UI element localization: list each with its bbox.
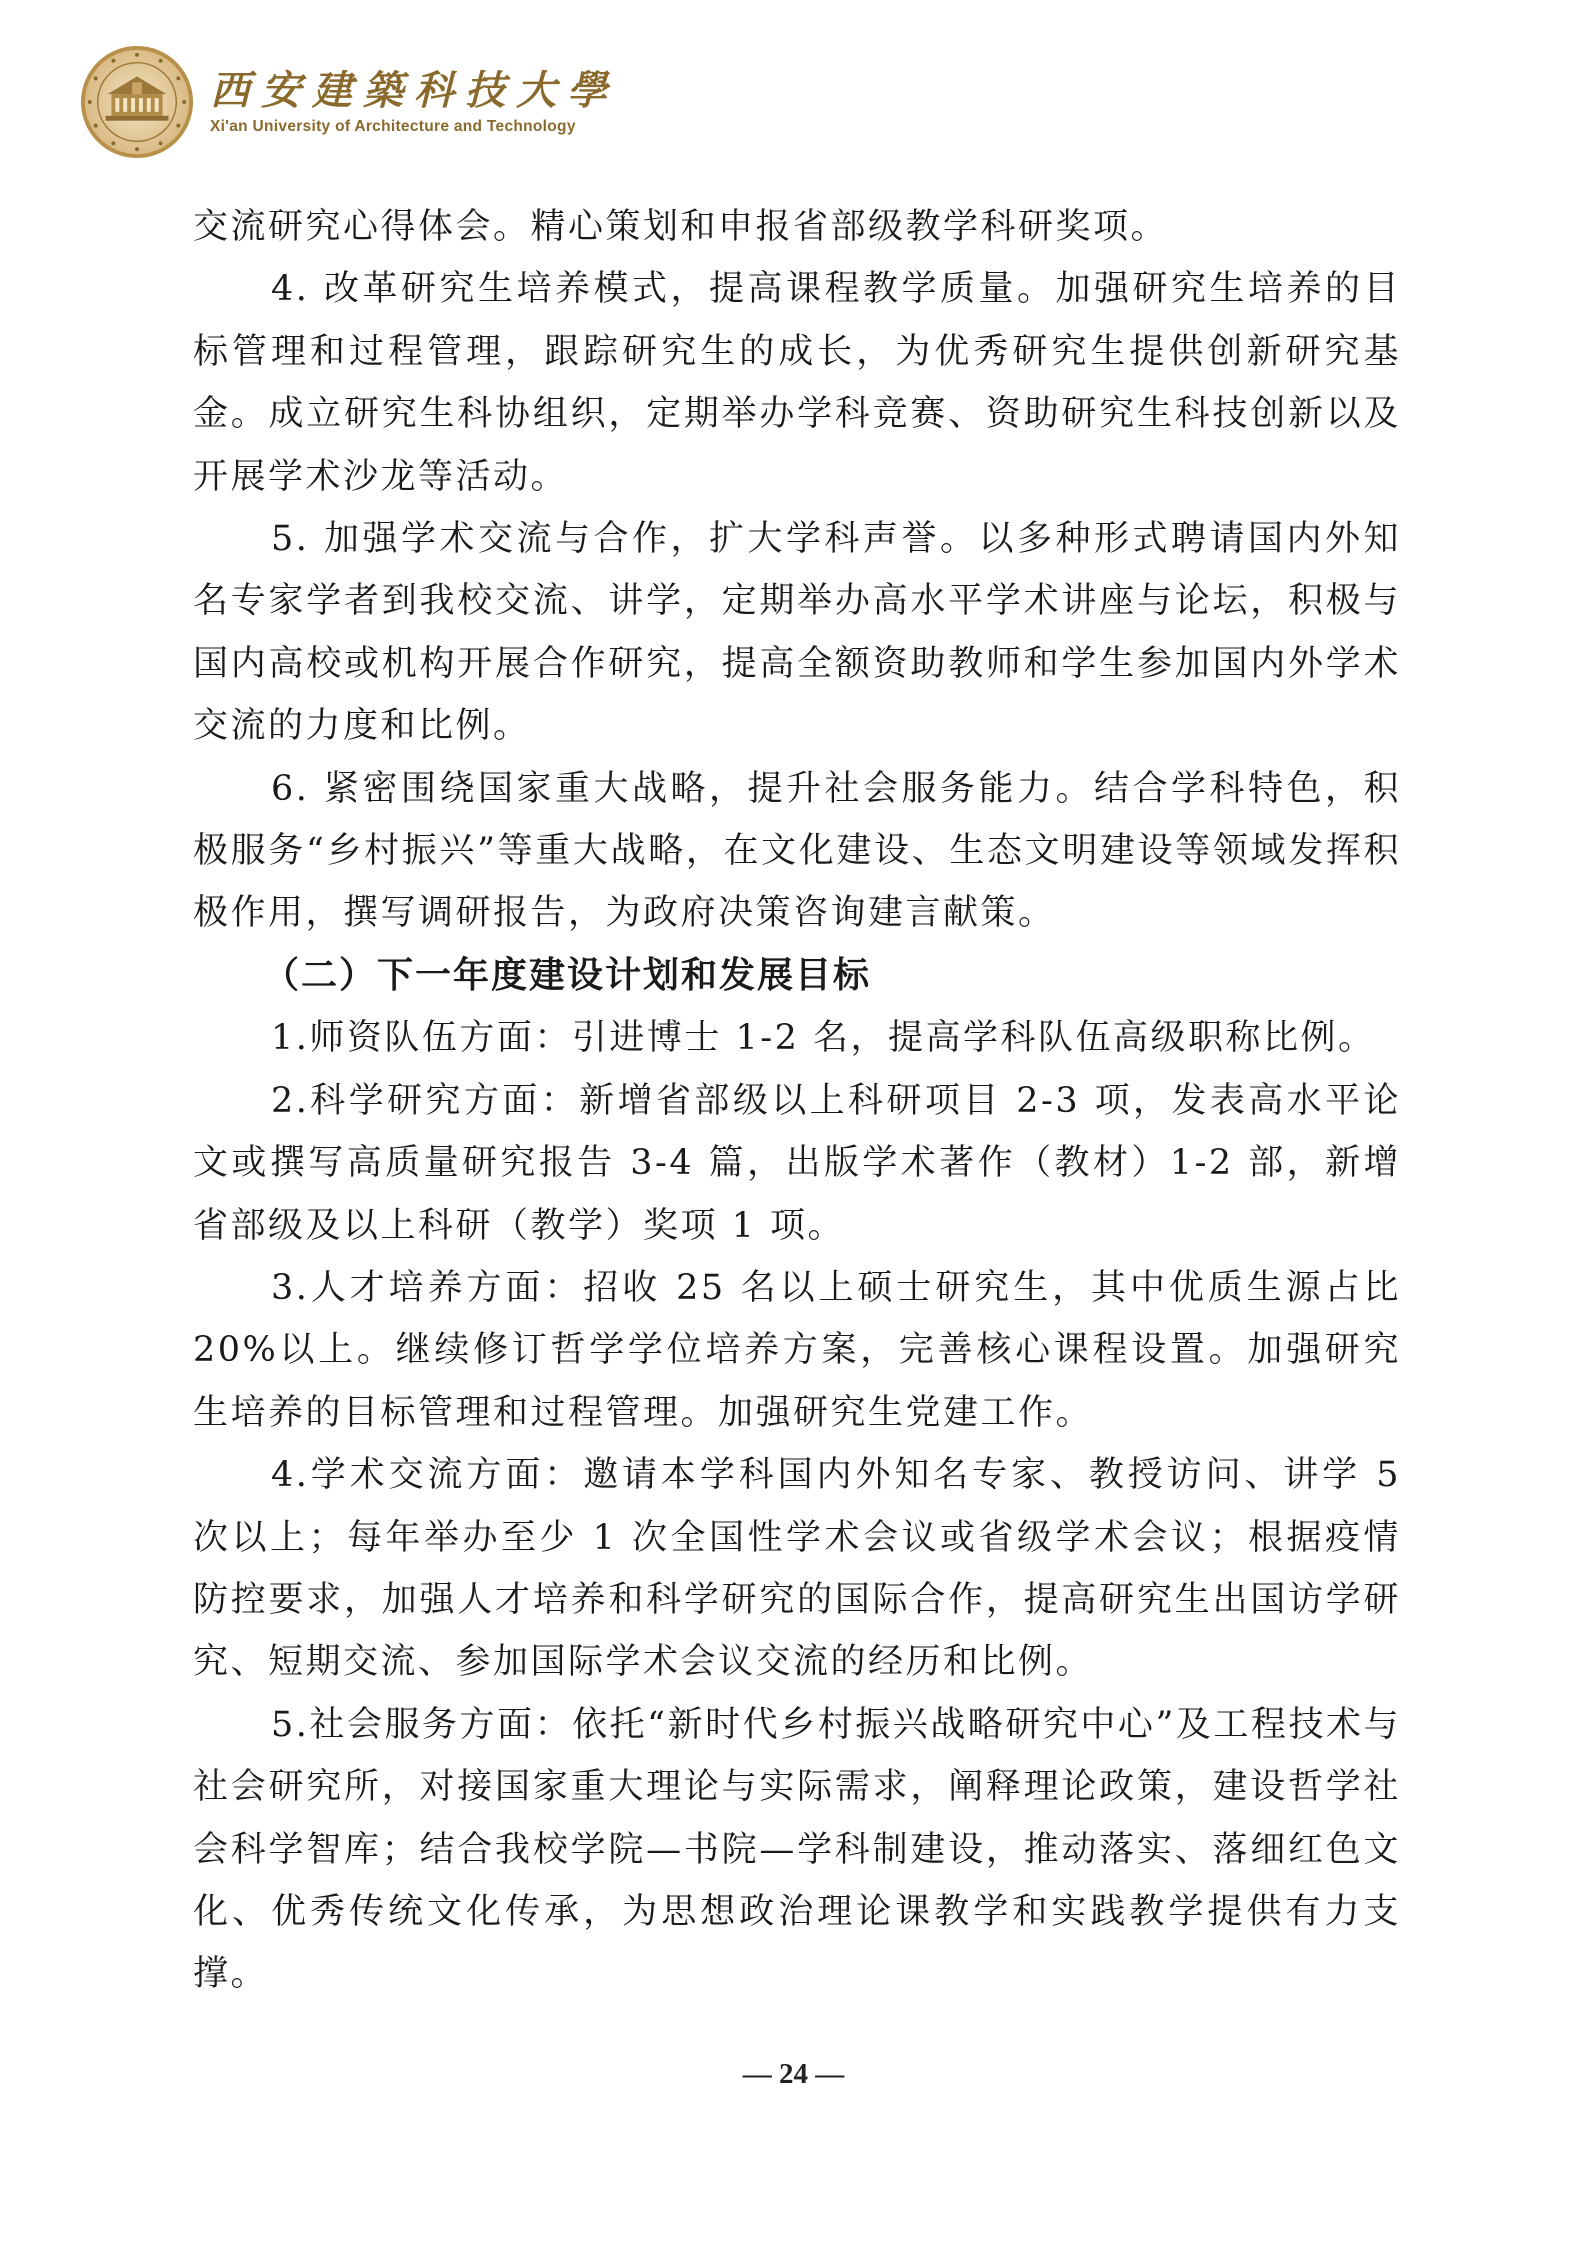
section-heading: （二）下一年度建设计划和发展目标 <box>263 954 872 996</box>
goal-faculty: 1.师资队伍方面：引进博士 1-2 名，提高学科队伍高级职称比例。 <box>271 1018 1376 1059</box>
goal-research: 2.科学研究方面：新增省部级以上科研项目 2-3 项，发表高水平论文或撰写高质量研究报告 3-4 篇，出版学术著作（教材）1-2 部，新增省部级及以上科研（教学）奖项 1 项。 <box>193 1080 1401 1246</box>
goal-talent-training: 3.人才培养方面：招收 25 名以上硕士研究生，其中优质生源占比 20%以上。继续修订哲学学位培养方案，完善核心课程设置。加强研究生培养的目标管理和过程管理。加强研究生党建工作。 <box>193 1267 1401 1433</box>
university-name-cn: 西安建築科技大學 <box>210 66 618 114</box>
page-number: — 24 — <box>742 2058 845 2090</box>
goal-social-service: 5.社会服务方面：依托“新时代乡村振兴战略研究中心”及工程技术与社会研究所，对接国家重大理论与实际需求，阐释理论政策，建设哲学社会科学智库；结合我校学院—书院—学科制建设，推动落实、落细红色文化、优秀传统文化传承，为思想政治理论课教学和实践教学提供有力支撑。 <box>193 1704 1401 1995</box>
paragraph-continuation: 交流研究心得体会。精心策划和申报省部级教学科研奖项。 <box>193 207 1169 247</box>
paragraph-item-5: 5. 加强学术交流与合作，扩大学科声誉。以多种形式聘请国内外知名专家学者到我校交流、讲学，定期举办高水平学术讲座与论坛，积极与国内高校或机构开展合作研究，提高全额资助教师和学生参加国内外学术交流的力度和比例。 <box>193 519 1401 747</box>
document-body <box>193 196 1401 2006</box>
goal-academic-exchange: 4.学术交流方面：邀请本学科国内外知名专家、教授访问、讲学 5 次以上；每年举办至少 1 次全国性学术会议或省级学术会议；根据疫情防控要求，加强人才培养和科学研究的国际合作，提高研究生出国访学研究、短期交流、参加国际学术会议交流的经历和比例。 <box>193 1455 1401 1683</box>
page-header <box>78 42 618 162</box>
university-seal-icon <box>78 43 196 161</box>
university-logotype <box>210 66 618 136</box>
paragraph-item-6: 6. 紧密围绕国家重大战略，提升社会服务能力。结合学科特色，积极服务“乡村振兴”等重大战略，在文化建设、生态文明建设等领域发挥积极作用，撰写调研报告，为政府决策咨询建言献策。 <box>193 768 1401 934</box>
university-name-en: Xi'an University of Architecture and Technology <box>210 117 576 135</box>
paragraph-item-4: 4. 改革研究生培养模式，提高课程教学质量。加强研究生培养的目标管理和过程管理，跟踪研究生的成长，为优秀研究生提供创新研究基金。成立研究生科协组织，定期举办学科竞赛、资助研究生科技创新以及开展学术沙龙等活动。 <box>193 269 1401 497</box>
